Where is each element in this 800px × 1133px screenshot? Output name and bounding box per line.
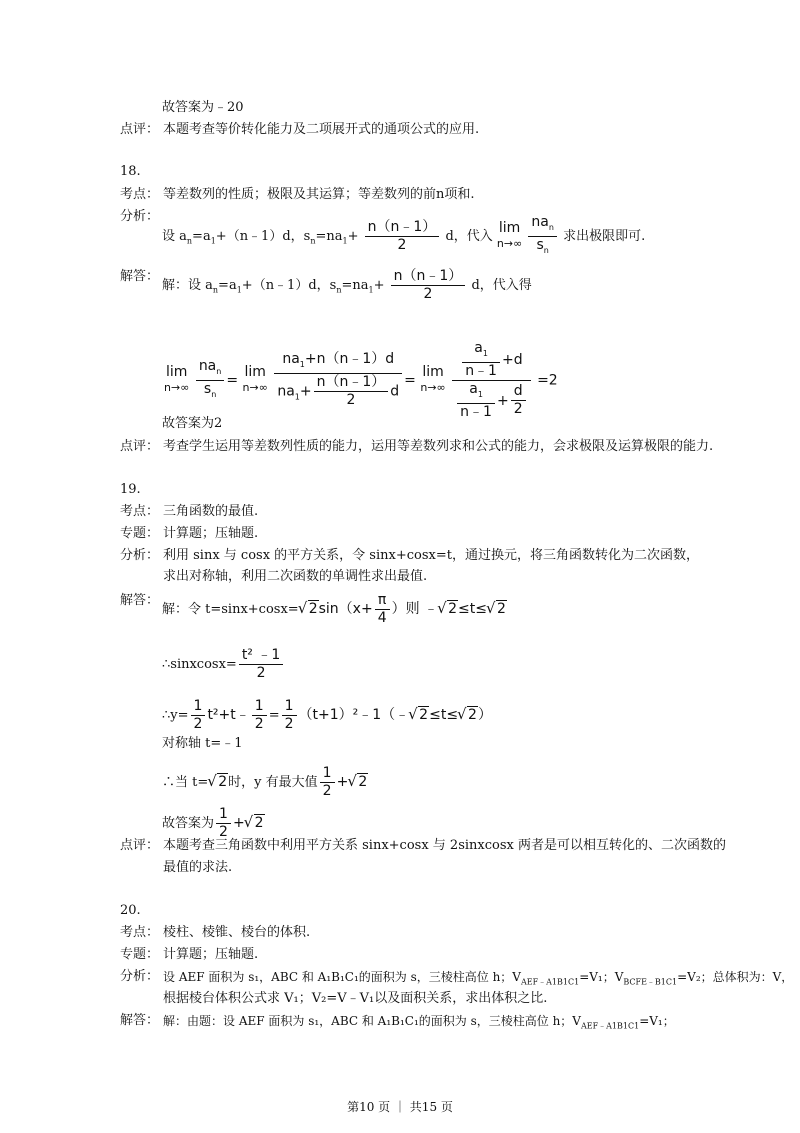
p17-answer: 故答案为﹣20 — [162, 100, 244, 115]
page-footer: 第10 页 ｜ 共15 页 — [347, 1100, 453, 1114]
p20-solve-label: 解答： — [120, 1013, 160, 1028]
p19-kaodian-label: 考点： — [120, 504, 160, 519]
p20-analysis-label: 分析： — [120, 969, 160, 984]
p19-kaodian: 三角函数的最值. — [163, 504, 259, 519]
p20-analysis-1: 设 AEF 面积为 s₁，ABC 和 A₁B₁C₁的面积为 s，三棱柱高位 h；$V_{AEF﹣A1B1C1}=V_1$；$V_{BCFE﹣B1C1}=V_2$；总体积为：V， — [163, 970, 794, 987]
p19-axis: 对称轴 t=﹣1 — [162, 736, 243, 751]
p19-zhuanti-label: 专题： — [120, 526, 160, 541]
p19-solve-line-3: ∴y= $\frac{1}{2}$ t²+t﹣ $\frac{1}{2}$ = $\frac{1}{2}$ （t+1）²﹣1（﹣√ 2≤t≤√ 2） — [162, 698, 492, 733]
p18-analysis: 设 $a_n=a_1+(n﹣1)d$，$s_n=na_1+$ $\frac{n(n﹣1)}{2}$ d，代入 lim n→∞ $\frac{na_n}{s_n}$ 求出极限即可. — [162, 214, 646, 255]
p19-comment-1: 本题考查三角函数中利用平方关系 sinx+cosx 与 2sinxcosx 两者是可以相互转化的、二次函数的 — [163, 838, 726, 853]
p18-kaodian: 等差数列的性质；极限及其运算；等差数列的前n项和. — [163, 187, 475, 202]
p19-solve-line-5: ∴当 t=√ 2时，y 有最大值 $\frac{1}{2}$ +√ 2 — [162, 765, 368, 800]
p20-analysis-2: 根据棱台体积公式求 V₁；V₂=V﹣V₁以及面积关系，求出体积之比. — [163, 991, 548, 1006]
p19-number: 19. — [120, 482, 141, 497]
p18-answer: 故答案为2 — [162, 416, 223, 431]
p19-answer: 故答案为 $\frac{1}{2}$ +√ 2 — [162, 806, 265, 841]
p19-comment-2: 最值的求法. — [163, 860, 233, 875]
p17-comment: 本题考查等价转化能力及二项展开式的通项公式的应用. — [163, 122, 480, 137]
p20-zhuanti: 计算题；压轴题. — [163, 947, 259, 962]
p19-solve-label: 解答： — [120, 593, 160, 608]
p18-comment: 考查学生运用等差数列性质的能力，运用等差数列求和公式的能力，会求极限及运算极限的能力. — [163, 439, 714, 454]
p19-solve-line-2: ∴sinxcosx= $\frac{\text{t² ﹣1}}{2}$ — [162, 647, 285, 682]
p18-analysis-frac: $\frac{n(n﹣1)}{2}$ — [365, 219, 440, 254]
p19-zhuanti: 计算题；压轴题. — [163, 526, 259, 541]
p18-analysis-label: 分析： — [120, 209, 160, 224]
p19-analysis-1: 利用 sinx 与 cosx 的平方关系，令 sinx+cosx=t，通过换元，将三角函数转化为二次函数， — [163, 548, 699, 563]
p18-kaodian-label: 考点： — [120, 187, 160, 202]
p18-number: 18. — [120, 164, 141, 179]
p20-kaodian: 棱柱、棱锥、棱台的体积. — [163, 925, 311, 940]
p19-analysis-label: 分析： — [120, 548, 160, 563]
p18-limit-equation: lim n→∞ $\frac{na_n}{s_n}$ = lim n→∞ $na_1+n(n﹣1)d$ $na_1+$ $\frac{n(n﹣1)}{2}$ d = lim n→∞ $\frac{a_1}{n﹣1}$ +d $\frac{a_1}{n﹣1}$ + $\frac{d}{2}$ =2 — [164, 340, 558, 420]
p20-kaodian-label: 考点： — [120, 925, 160, 940]
p18-solve-line: 解：设 $a_n=a_1+(n﹣1)d$，$s_n=na_1+$ $\frac{n(n﹣1)}{2}$ d，代入得 — [162, 268, 532, 302]
p20-number: 20. — [120, 903, 141, 918]
p18-comment-label: 点评： — [120, 439, 160, 454]
p17-comment-label: 点评： — [120, 122, 160, 137]
p20-solve-line: 解：由题：设 AEF 面积为 s₁，ABC 和 A₁B₁C₁的面积为 s，三棱柱高位 h；$V_{AEF﹣A1B1C1}=V_1$； — [163, 1014, 675, 1031]
p18-solve-label: 解答： — [120, 269, 160, 284]
p19-solve-line-1: 解：令 t=sinx+cosx=√ 2sin（x+ $\frac{\pi}{4}$ ）则 ﹣√ 2≤t≤√ 2 — [162, 592, 507, 627]
p20-zhuanti-label: 专题： — [120, 947, 160, 962]
p19-analysis-2: 求出对称轴，利用二次函数的单调性求出最值. — [163, 569, 428, 584]
p19-comment-label: 点评： — [120, 838, 160, 853]
p18-lim: lim n→∞ — [496, 220, 523, 251]
